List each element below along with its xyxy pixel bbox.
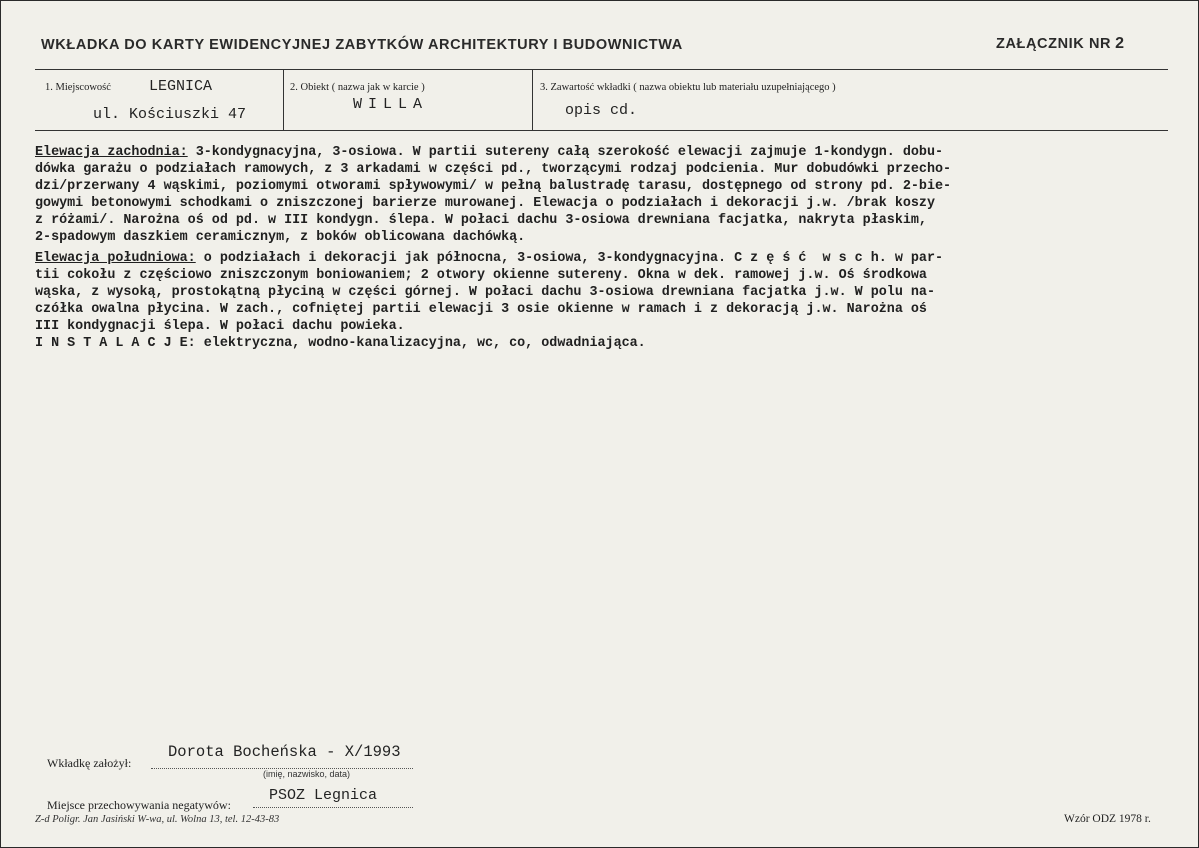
created-by-value: Dorota Bocheńska - X/1993 (168, 743, 401, 761)
annex-label (996, 35, 1125, 53)
description-text (35, 144, 1175, 352)
object-label: 2. Obiekt ( nazwa jak w karcie ) (290, 82, 425, 93)
location-label: 1. Miejscowość (45, 82, 111, 93)
text-line: z różami/. Narożna oś od pd. w III kondygn. ślepa. W połaci dachu 3-osiowa drewniana facjatka, nakryta płaskim, (35, 213, 927, 228)
annex-number: 2 (1115, 35, 1125, 52)
field-divider (283, 70, 284, 130)
text-line: I N S T A L A C J E: elektryczna, wodno-kanalizacyjna, wc, co, odwadniająca. (35, 336, 646, 351)
created-by-label: Wkładkę założył: (47, 756, 132, 770)
printer-imprint: Z-d Poligr. Jan Jasiński W-wa, ul. Wolna 13, tel. 12-43-83 (35, 814, 280, 825)
negatives-storage-label: Miejsce przechowywania negatywów: (47, 798, 231, 812)
text-line: Elewacja zachodnia: 3-kondygnacyjna, 3-osiowa. W partii sutereny całą szerokość elewacji zajmuje 1-kondygn. dobu- (35, 145, 944, 160)
text-line: 2-spadowym daszkiem ceramicznym, z boków oblicowana dachówką. (35, 230, 526, 245)
text-line: czółka owalna płycina. W zach., cofniętej partii elewacji 3 osie okienne w ramach i z dekoracją j.w. Narożna oś (35, 302, 927, 317)
text-line: III kondygnacji ślepa. W połaci dachu powieka. (35, 319, 405, 334)
text-line: wąska, z wysoką, prostokątną płyciną w części górnej. W połaci dachu 3-osiowa drewniana facjatka j.w. W polu na- (35, 285, 935, 300)
field-divider (532, 70, 533, 130)
card-title: WKŁADKA DO KARTY EWIDENCYJNEJ ZABYTKÓW ARCHITEKTURY I BUDOWNICTWA (41, 37, 683, 53)
negatives-storage-value: PSOZ Legnica (269, 787, 378, 804)
installations-heading: I N S T A L A C J E: (35, 336, 196, 351)
header-fields (35, 69, 1168, 131)
west-elevation-heading: Elewacja zachodnia: (35, 145, 188, 160)
text-line: dzi/przerwany 4 wąskimi, poziomymi otworami spływowymi/ w pełną balustradę tarasu, dostępnego od strony pd. 2-bie- (35, 179, 952, 194)
form-code: Wzór ODZ 1978 r. (1064, 813, 1151, 825)
text-line: Elewacja południowa: o podziałach i dekoracji jak północna, 3-osiowa, 3-kondygnacyjna. C z ę ś ć w s c h. w par- (35, 251, 944, 266)
text-line: tii cokołu z częściowo zniszczonym boniowaniem; 2 otwory okienne sutereny. Okna w dek. ramowej j.w. Oś środkowa (35, 268, 927, 283)
negatives-storage-line (253, 807, 413, 808)
text-line: gowymi betonowymi schodkami o zniszczonej barierze murowanej. Elewacja o podziałach i dekoracji j.w. /brak koszy (35, 196, 935, 211)
annex-text: ZAŁĄCZNIK NR (996, 36, 1112, 52)
south-elevation-heading: Elewacja południowa: (35, 251, 196, 266)
text-line: dówka garażu o podziałach ramowych, z 3 arkadami w części pd., tworzącymi rodzaj podcienia. Mur dobudówki przecho- (35, 162, 952, 177)
content-value: opis cd. (565, 102, 638, 119)
created-by-note: (imię, nazwisko, data) (263, 769, 351, 779)
location-value: LEGNICA (149, 78, 213, 95)
street-value: ul. Kościuszki 47 (93, 106, 247, 123)
content-label: 3. Zawartość wkładki ( nazwa obiektu lub materiału uzupełniającego ) (540, 82, 836, 93)
object-value: WILLA (353, 96, 429, 113)
